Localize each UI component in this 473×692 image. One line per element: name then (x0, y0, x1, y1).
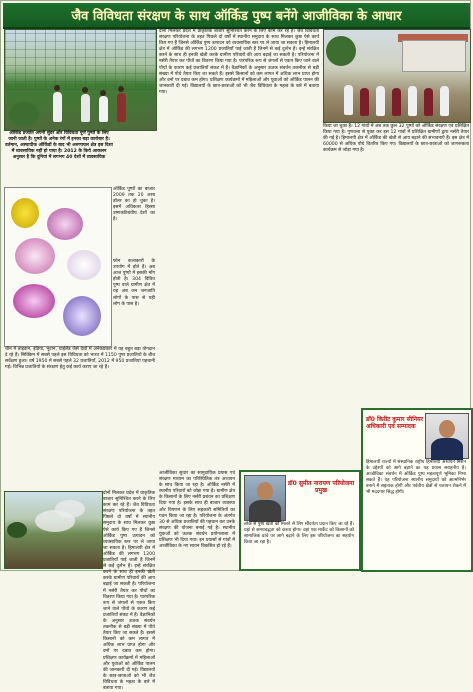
left-column-upper: ऑर्किड पुष्पों का बाजार 2009 तक 20 अरब डॉलर का हो चुका है। इसमें अधिकतर हिस्सा उष्णकटिबंधीय देशों का है। (113, 187, 155, 223)
tree-silhouette (326, 36, 356, 66)
student-figure (376, 86, 385, 116)
avatar-body (431, 438, 463, 460)
avatar-face (439, 420, 455, 438)
orchid-collage (4, 187, 112, 347)
student-figure (424, 88, 433, 116)
person-head (54, 85, 60, 91)
profile-title: डॉ0 सुमीत नारायण परियोजना प्रमुख (287, 480, 355, 494)
student-figure (344, 85, 353, 115)
person-head (82, 87, 88, 93)
middle-column: दोनों मिलकर प्रदेश में प्राकृतिक बाजार सुनिश्चित करने के लिए काम कर रहे हैं। जैव विविधता संरक्षण परियोजना के तहत पिछले दो वर्षों में स्थानीय समुदाय के साथ मिलकर कुछ ऐसे कार्य किए गए हैं जिनसे ऑर्किड पुष्प उत्पादन को व्यवसायिक स्तर पर ले जाया जा सकता है। हिमालयी क्षेत्र में ऑर्किड की लगभग 1200 प्रजातियाँ पाई जाती हैं जिनमें से कई दुर्लभ हैं। इन्हें संरक्षित करने के साथ ही इनकी खेती करके ग्रामीण परिवारों की आय बढ़ाई जा सकती है। परियोजना में नर्सरी तैयार कर पौधों का वितरण किया गया है। पारंपरिक रूप से जंगलों से एकत्र किए जाने वाले पौधों के कारण कई प्रजातियाँ संकट में हैं। वैज्ञानिकों के अनुसार ऊतक संवर्धन तकनीक से बड़ी संख्या में पौधे तैयार किए जा सकते हैं। इससे किसानों को कम लागत में अधिक लाभ प्राप्त होगा और वनों पर दबाव कम होगा। प्रशिक्षण कार्यक्रमों में महिलाओं और युवाओं को ऑर्किड पालन की जानकारी दी गई। विद्यालयों के छात्र-छात्राओं को भी जैव विविधता के महत्व के बारे में बताया गया। (159, 29, 319, 95)
left-column-mid: फोन कलाकारों के उपयोग में होते हैं। अब आज पुष्पों में इसकी माँग होती है। 304 विविध पुष्प वाले ग्रामीण क्षेत्र में यह अब जन जनजाति लोगों के पास से यही लोग के पास है। (113, 259, 155, 307)
avatar-face (257, 482, 273, 500)
shade-net (5, 30, 156, 90)
headline (3, 3, 470, 29)
profile-card-sumit (239, 470, 361, 571)
student-figure (408, 86, 417, 116)
orchid-magenta (13, 284, 55, 318)
profile-card-kirit (361, 408, 473, 572)
avatar (425, 413, 469, 459)
left-column-bottom: चीन में ताइवान, इंडिया, भूटान, थाईलैंड जैसे देशों में अनेकप्रकार में यह बहुत बड़ा योगदान दे रहे हैं। सिक्किम में सबसे पहले इस विविधता को भारत में 1150 पुष्प प्रजातियों के बीच सर्वेक्षण हुआ। वर्ष 1950 में सबसे पहले 32 प्रजातियाँ, 2012 में 950 प्रजातियां पहचानी गई। विभिन्न प्रजातियों के संरक्षण हेतु कई कार्य कराए जा रहे हैं। (5, 347, 155, 371)
students-group-photo (323, 29, 471, 123)
field-burning-photo (4, 491, 103, 569)
person-figure (81, 94, 90, 122)
greenhouse-visit-photo (4, 29, 157, 131)
headline-text: जैव विविधता संरक्षण के साथ ऑर्किड पुष्प बनेंगे आजीविका के आधार (71, 9, 402, 24)
person-figure (99, 96, 108, 122)
person-figure (117, 93, 126, 122)
tree-silhouette (7, 522, 27, 538)
field-caption: दोनों मिलकर प्रदेश में प्राकृतिक बाजार सुनिश्चित करने के लिए काम कर रहे हैं। जैव विविधता संरक्षण परियोजना के तहत पिछले दो वर्षों में स्थानीय समुदाय के साथ मिलकर कुछ ऐसे कार्य किए गए हैं जिनसे ऑर्किड पुष्प उत्पादन को व्यवसायिक स्तर पर ले जाया जा सकता है। हिमालयी क्षेत्र में ऑर्किड की लगभग 1200 प्रजातियाँ पाई जाती हैं जिनमें से कई दुर्लभ हैं। इन्हें संरक्षित करने के साथ ही इनकी खेती करके ग्रामीण परिवारों की आय बढ़ाई जा सकती है। परियोजना में नर्सरी तैयार कर पौधों का वितरण किया गया है। पारंपरिक रूप से जंगलों से एकत्र किए जाने वाले पौधों के कारण कई प्रजातियाँ संकट में हैं। वैज्ञानिकों के अनुसार ऊतक संवर्धन तकनीक से बड़ी संख्या में पौधे तैयार किए जा सकते हैं। इससे किसानों को कम लागत में अधिक लाभ प्राप्त होगा और वनों पर दबाव कम होगा। प्रशिक्षण कार्यक्रमों में महिलाओं और युवाओं को ऑर्किड पालन की जानकारी दी गई। विद्यालयों के छात्र-छात्राओं को भी जैव विविधता के महत्व के बारे में बताया गया। (103, 491, 155, 691)
orchid-white (67, 250, 101, 280)
student-figure (440, 86, 449, 116)
orchid-yellow (11, 198, 39, 228)
orchid-lilac (63, 296, 101, 336)
orchid-pink (15, 238, 55, 274)
person-head (118, 86, 124, 92)
greenhouse-caption: ऑर्किड प्रजाति अपनी सुंदर और विविधता पूर्ण पुष्पों के लिए जानी जाती है। पुष्पों के अनेक रंगों में इनका बड़ा कारोबार है। वर्तमान, अस्थायीक ऑर्किडों के बाद भी अरुणाचल क्षेत्र इस दिशा में व्यवसायिक नहीं हो पाया है। 2012 के किये आकलन अनुसार है कि दुनियां में लगभग 40 देशों में व्यवसायिक (5, 131, 113, 161)
profile-text: लोक से पुष्प खेती को मिलने से लिए सौंदर्यता प्रदान किए जा रहे हैं। यहां से समयबद्धता को करता होगा। वहां एक मार्केट को किसानों को सामाजिक ढांचे पर आगे बढ़ाने के लिए इस परियोजना का सहयोग किया जा रहा है। (244, 522, 354, 545)
middle-column-continued: आजीविका सुधार का सामुदायिक प्रयास एवं संरक्षण माध्यम का परिस्थितिक तंत्र अध्ययन के साथ किया जा रहा है। ऑर्किड नर्सरी में स्थानीय परिवारों को जोड़ा गया है। ग्रामीण क्षेत्र के किसानों के लिए नर्सरी प्रबंधन का प्रशिक्षण दिया गया है। इसके साथ ही बाजार व्यवस्था और विपणन के लिए सहकारी समितियों का गठन किया जा रहा है। परियोजना के अंतर्गत 30 से अधिक प्रजातियों की पहचान कर उनके संरक्षण की योजना बनाई गई है। स्थानीय युवाओं को ऊतक संवर्धन प्रयोगशाला में प्रशिक्षण भी दिया गया। इन प्रयासों से गांवों में आजीविका के नए साधन विकसित हो रहे हैं। (159, 471, 235, 550)
plant-foliage (9, 102, 39, 126)
school-building (402, 40, 466, 72)
student-figure (360, 88, 369, 116)
profile-title: डॉ0 किरीट कुमार सीनियर अधिकारी एवं सम्पादक (366, 416, 424, 430)
person-figure (53, 92, 62, 122)
profile-text: हिमालयी राज्यों में संस्थानिक राष्ट्रीय हिमालयी अध्ययन मिशन के उद्देश्यों को आगे बढ़ाने का यह प्रयास सराहनीय है। आजीविका संवर्धन में ऑर्किड पुष्प महत्वपूर्ण भूमिका निभा सकते हैं। यह परियोजना स्थानीय समुदायों को आत्मनिर्भर बनाने में सहायक होगी और पर्वतीय क्षेत्रों से पलायन रोकने में भी मददगार सिद्ध होगी। (366, 460, 466, 495)
orchid-purple (47, 208, 83, 240)
right-column-lower: किया जा चुका है। 12 गांवों में अब तक कुल 32 पुष्पों को ऑर्किड संरक्षण एवं प्रशिक्षित किया गया है। गुणवत्ता से युक्त कर इस 12 गांवों में प्रशिक्षित ग्रामीणों द्वारा नर्सरी तैयार की गई है। हिमालयी क्षेत्र में ऑर्किड की खेती से आय बढ़ाने की संभावनाएँ हैं। इस क्षेत्र में 60000 से अधिक पौधे वितरित किए गए। विद्यालयों के छात्र-छात्राओं को जागरूकता कार्यक्रम से जोड़ा गया है। (323, 124, 469, 154)
student-figure (392, 88, 401, 116)
avatar-body (249, 500, 281, 522)
person-head (100, 90, 106, 96)
avatar (244, 475, 286, 521)
smoke-cloud (55, 500, 85, 518)
